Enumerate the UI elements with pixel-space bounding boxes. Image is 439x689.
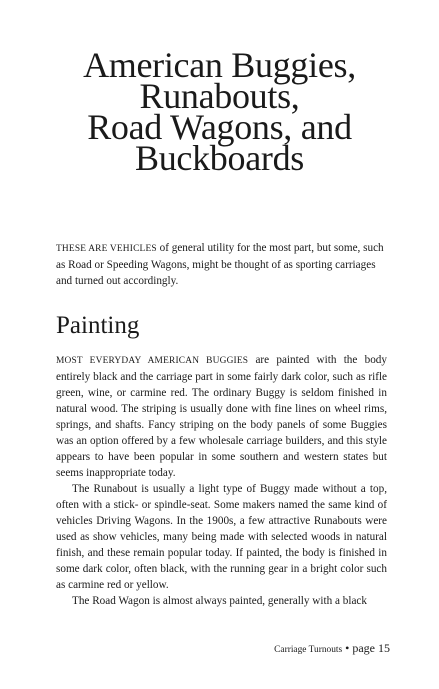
body-paragraph — [56, 352, 387, 481]
chapter-title-line: Runabouts, — [139, 76, 300, 116]
chapter-title-line: Road Wagons, and — [87, 107, 352, 147]
footer-separator: • — [345, 641, 350, 655]
intro-paragraph — [56, 240, 387, 289]
body-paragraph — [56, 481, 387, 593]
body-paragraph — [56, 593, 387, 609]
intro-lead-smallcaps: THESE ARE VEHICLES — [56, 244, 157, 254]
intro-text: of general utility for the most part, but some, such as Road or Speeding Wagons, might be thought of as sporting carriages and turned out accordingly. — [56, 242, 384, 287]
chapter-title — [40, 45, 399, 178]
page-footer — [274, 641, 390, 657]
paragraph-text: The Runabout is usually a light type of Buggy made without a top, often with a stick- or spindle-seat. Some makers named the same kind of vehicles Driving Wagons. In the 1900s, a few attractive Runabouts were used as show vehicles, many being made with selected woods in natural finish, and these remain popular today. If painted, the body is finished in some dark color, often black, with the running gear in a bright color such as carmine red or yellow. — [56, 483, 387, 591]
paragraph-lead-smallcaps: MOST EVERYDAY AMERICAN BUGGIES — [56, 356, 249, 366]
chapter-title-line: American Buggies, — [83, 45, 356, 85]
paragraph-text: are painted with the body entirely black and the carriage part in some fairly dark color, such as rifle green, wine, or carmine red. The ordinary Buggy is seldom finished in natural wood. The striping is usually done with fine lines on wheel rims, springs, and shafts. Fancy striping on the body panels of some Buggies was an option offered by a few wholesale carriage builders, and this style appears to have been popular in some southern and western states but seems inappropriate today. — [56, 354, 387, 479]
section-heading: Painting — [56, 312, 140, 339]
footer-page-number: page 15 — [352, 641, 390, 655]
footer-book-title: Carriage Turnouts — [274, 645, 343, 655]
chapter-title-line: Buckboards — [135, 138, 304, 178]
body-text — [56, 352, 387, 609]
paragraph-text: The Road Wagon is almost always painted, generally with a black — [72, 595, 367, 607]
